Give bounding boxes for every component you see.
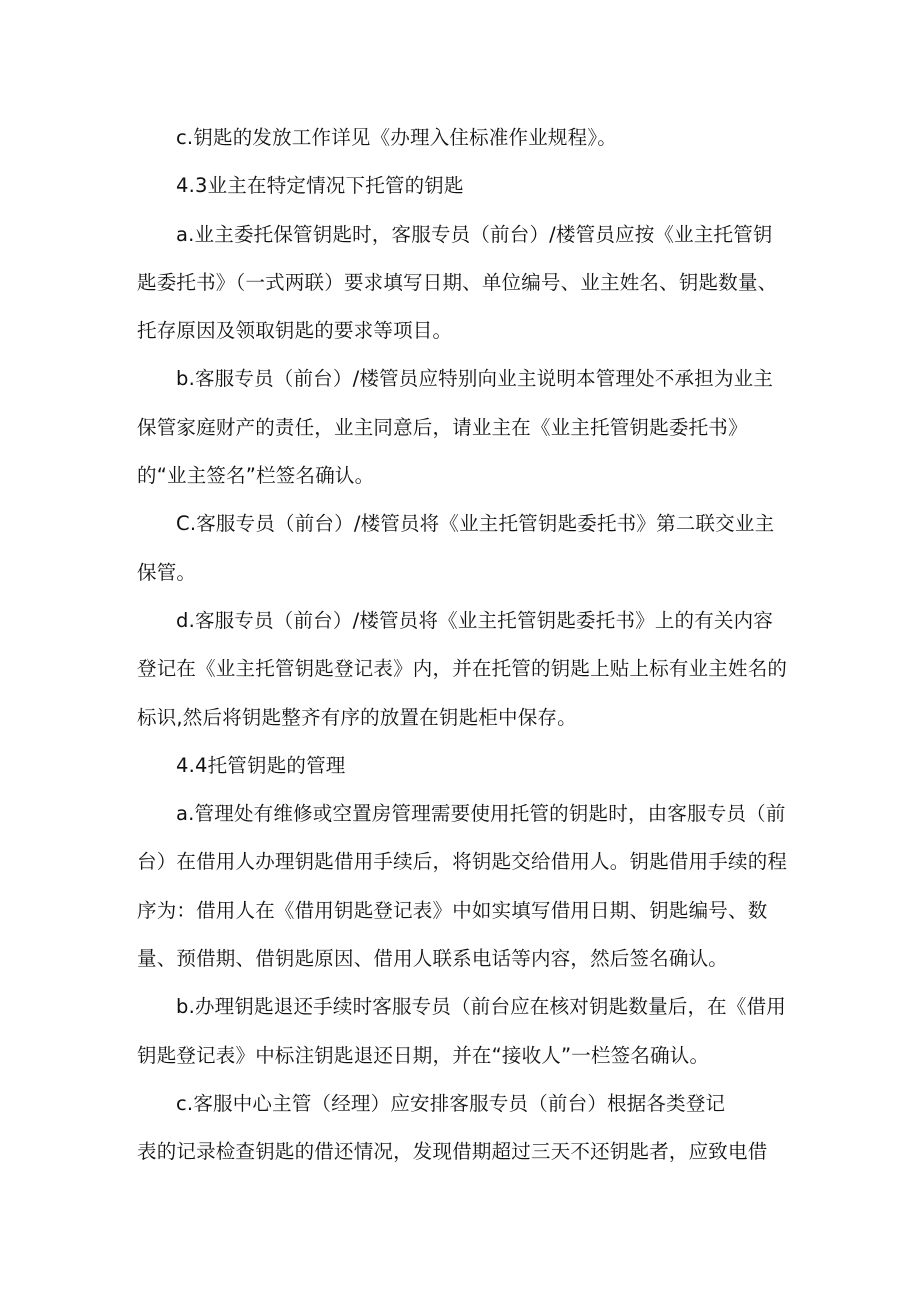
section-heading-4-3: 4.3业主在特定情况下托管的钥匙 xyxy=(176,174,464,198)
paragraph-key-borrowing: a.管理处有维修或空置房管理需要使用托管的钥匙时，由客服专员（前台）在借用人办理钥匙借用手续后，将钥匙交给借用人。钥匙借用手续的程序为：借用人在《借用钥匙登记表》中如实填写借用日期、钥匙编号、数量、预借期、借钥匙原因、借用人联系电话等内容，然后签名确认。 xyxy=(137,802,788,971)
section-heading-4-4: 4.4托管钥匙的管理 xyxy=(176,753,346,777)
paragraph-key-return: b.办理钥匙退还手续时客服专员（前台应在核对钥匙数量后，在《借用钥匙登记表》中标注钥匙退还日期，并在“接收人”一栏签名确认。 xyxy=(137,995,786,1067)
paragraph-key-issuance: c.钥匙的发放工作详见《办理入住标准作业规程》。 xyxy=(176,126,617,149)
paragraph-second-copy: C.客服专员（前台）/楼管员将《业主托管钥匙委托书》第二联交业主保管。 xyxy=(137,512,775,584)
document-body xyxy=(137,114,792,1177)
paragraph-registration: d.客服专员（前台）/楼管员将《业主托管钥匙委托书》上的有关内容登记在《业主托管钥匙登记表》内，并在托管的钥匙上贴上标有业主姓名的标识,然后将钥匙整齐有序的放置在钥匙柜中保存。 xyxy=(137,608,788,729)
paragraph-liability-notice: b.客服专员（前台）/楼管员应特别向业主说明本管理处不承担为业主保管家庭财产的责任，业主同意后，请业主在《业主托管钥匙委托书》的“业主签名”栏签名确认。 xyxy=(137,367,774,488)
paragraph-supervisor-check: c.客服中心主管（经理）应安排客服专员（前台）根据各类登记 xyxy=(176,1091,726,1115)
paragraph-supervisor-check-continued: 表的记录检查钥匙的借还情况，发现借期超过三天不还钥匙者，应致电借 xyxy=(137,1140,768,1164)
paragraph-owner-entrust: a.业主委托保管钥匙时，客服专员（前台）/楼管员应按《业主托管钥匙委托书》（一式两联）要求填写日期、单位编号、业主姓名、钥匙数量、托存原因及领取钥匙的要求等项目。 xyxy=(137,222,778,343)
